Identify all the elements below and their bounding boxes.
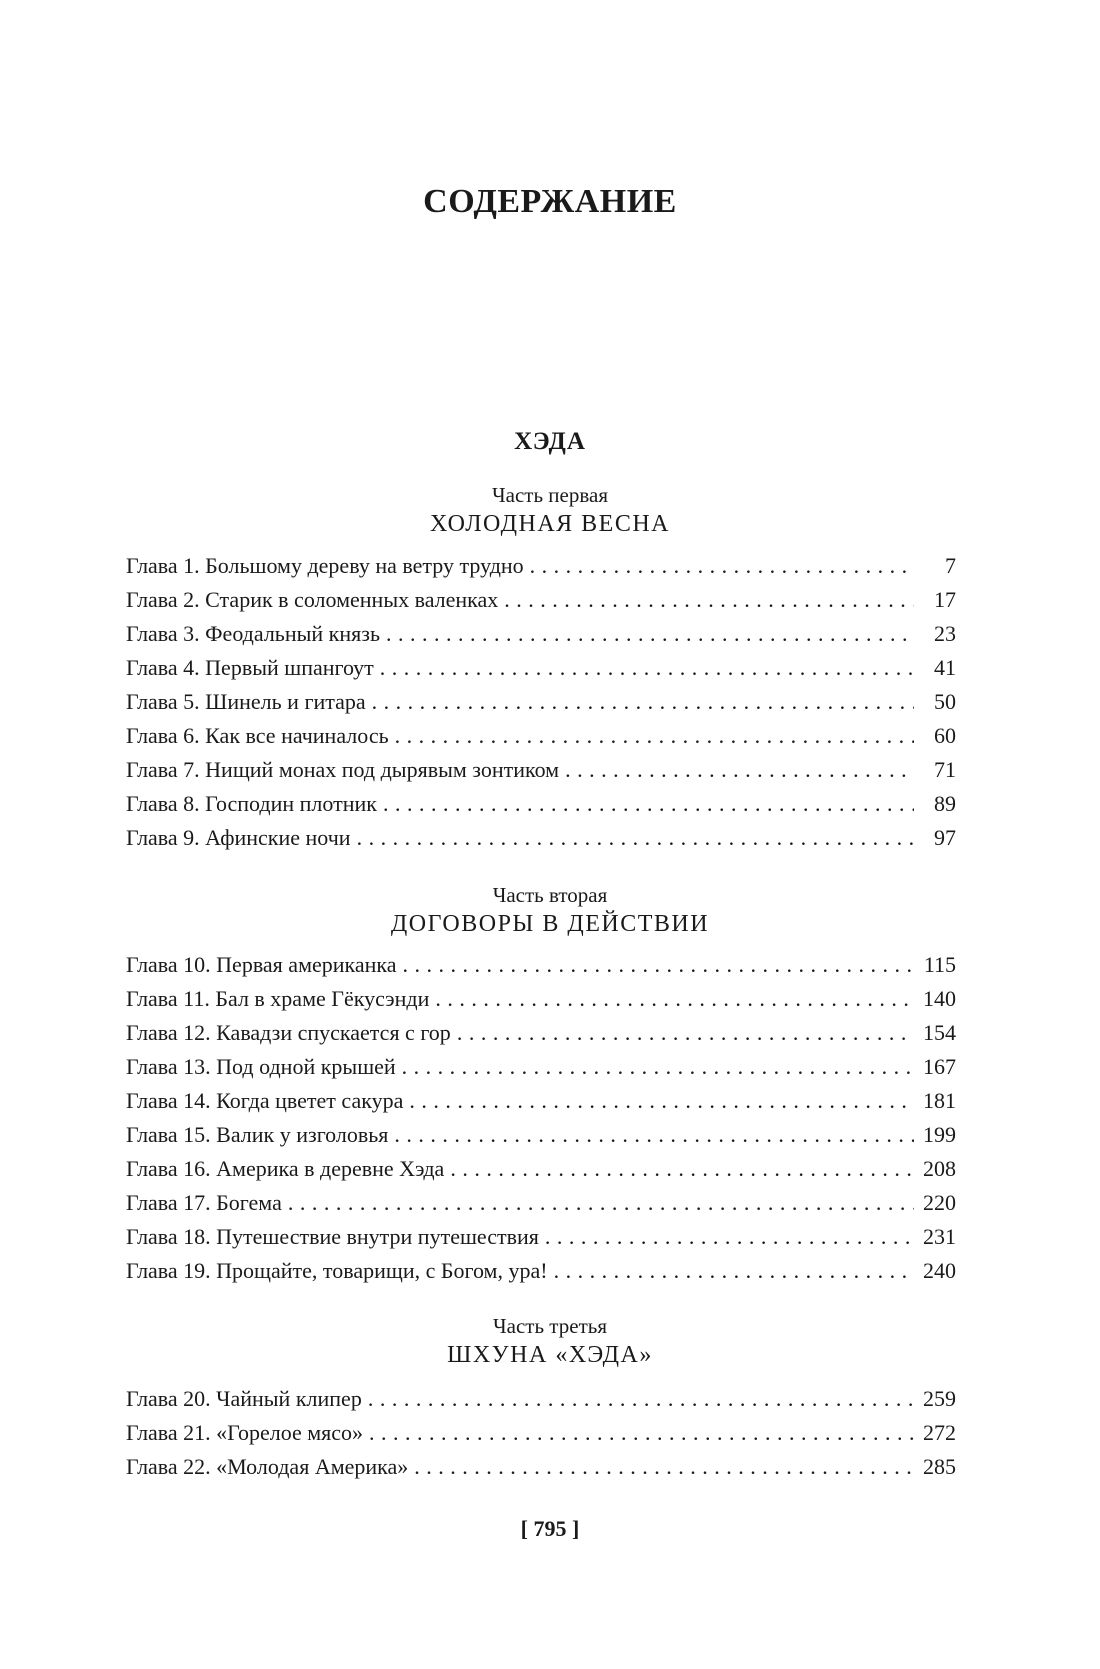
chapter-page-number: 272 — [923, 1420, 956, 1445]
chapter-page-number: 259 — [923, 1386, 956, 1411]
chapter-title: Глава 13. Под одной крышей — [126, 1054, 396, 1079]
chapter-title: Глава 8. Господин плотник — [126, 791, 377, 816]
dot-leader — [457, 1016, 914, 1050]
toc-entry[interactable] — [126, 1118, 956, 1152]
page-number: [ 795 ] — [520, 1516, 580, 1541]
dot-leader — [288, 1186, 914, 1220]
dot-leader — [554, 1254, 914, 1288]
chapter-page-number: 181 — [923, 1088, 956, 1113]
toc-entry[interactable] — [126, 1416, 956, 1450]
toc-entry[interactable] — [126, 982, 956, 1016]
part-2-header — [0, 882, 1100, 939]
toc-entry[interactable] — [126, 1220, 956, 1254]
chapter-title: Глава 5. Шинель и гитара — [126, 689, 366, 714]
chapter-title: Глава 6. Как все начиналось — [126, 723, 389, 748]
dot-leader — [386, 617, 914, 651]
toc-entry[interactable] — [126, 821, 956, 855]
toc-entry[interactable] — [126, 719, 956, 753]
chapter-title: Глава 11. Бал в храме Гёкусэнди — [126, 986, 430, 1011]
toc-entry[interactable] — [126, 1450, 956, 1484]
dot-leader — [504, 583, 914, 617]
chapter-title: Глава 12. Кавадзи спускается с гор — [126, 1020, 451, 1045]
chapter-title: Глава 2. Старик в соломенных валенках — [126, 587, 499, 612]
toc-entry[interactable] — [126, 583, 956, 617]
chapter-page-number: 89 — [934, 791, 956, 816]
toc-entry[interactable] — [126, 787, 956, 821]
chapter-page-number: 41 — [934, 655, 956, 680]
chapter-title: Глава 14. Когда цветет сакура — [126, 1088, 404, 1113]
chapter-title: Глава 22. «Молодая Америка» — [126, 1454, 409, 1479]
part-2-chapter-list — [126, 948, 956, 1288]
chapter-title: Глава 16. Америка в деревне Хэда — [126, 1156, 445, 1181]
dot-leader — [435, 982, 914, 1016]
dot-leader — [403, 948, 914, 982]
dot-leader — [409, 1084, 914, 1118]
chapter-title: Глава 3. Феодальный князь — [126, 621, 380, 646]
chapter-page-number: 231 — [923, 1224, 956, 1249]
chapter-title: Глава 9. Афинские ночи — [126, 825, 351, 850]
chapter-title: Глава 7. Нищий монах под дырявым зонтиком — [126, 757, 560, 782]
chapter-title: Глава 10. Первая американка — [126, 952, 397, 977]
part-1-chapter-list — [126, 549, 956, 855]
chapter-page-number: 220 — [923, 1190, 956, 1215]
dot-leader — [383, 787, 914, 821]
dot-leader — [545, 1220, 914, 1254]
chapter-title: Глава 15. Валик у изголовья — [126, 1122, 389, 1147]
chapter-page-number: 167 — [923, 1054, 956, 1079]
chapter-page-number: 7 — [945, 553, 956, 578]
toc-entry[interactable] — [126, 651, 956, 685]
toc-entry[interactable] — [126, 1382, 956, 1416]
chapter-page-number: 115 — [923, 952, 956, 977]
chapter-page-number: 97 — [934, 825, 956, 850]
part-2-label: Часть вторая — [492, 883, 608, 907]
dot-leader — [402, 1050, 914, 1084]
toc-entry[interactable] — [126, 1050, 956, 1084]
toc-entry[interactable] — [126, 1152, 956, 1186]
dot-leader — [565, 753, 914, 787]
chapter-page-number: 208 — [923, 1156, 956, 1181]
chapter-page-number: 240 — [923, 1258, 956, 1283]
part-1-title: ХОЛОДНАЯ ВЕСНА — [429, 511, 671, 537]
part-3-label: Часть третья — [493, 1314, 607, 1338]
chapter-title: Глава 20. Чайный клипер — [126, 1386, 362, 1411]
dot-leader — [357, 821, 914, 855]
toc-entry[interactable] — [126, 617, 956, 651]
toc-entry[interactable] — [126, 549, 956, 583]
dot-leader — [394, 1118, 914, 1152]
part-3-chapter-list — [126, 1382, 956, 1484]
page-heading: СОДЕРЖАНИЕ — [423, 183, 677, 220]
chapter-title: Глава 21. «Горелое мясо» — [126, 1420, 364, 1445]
chapter-title: Глава 1. Большому дереву на ветру трудно — [126, 553, 524, 578]
part-1-label: Часть первая — [492, 483, 608, 507]
dot-leader — [395, 719, 914, 753]
chapter-page-number: 199 — [923, 1122, 956, 1147]
chapter-page-number: 17 — [934, 587, 956, 612]
chapter-page-number: 140 — [923, 986, 956, 1011]
dot-leader — [530, 549, 914, 583]
dot-leader — [380, 651, 914, 685]
chapter-page-number: 154 — [923, 1020, 956, 1045]
part-2-title: ДОГОВОРЫ В ДЕЙСТВИИ — [390, 911, 710, 937]
toc-entry[interactable] — [126, 1016, 956, 1050]
toc-entry[interactable] — [126, 1254, 956, 1288]
toc-entry[interactable] — [126, 753, 956, 787]
book-title: ХЭДА — [514, 428, 586, 455]
chapter-title: Глава 4. Первый шпангоут — [126, 655, 374, 680]
toc-entry[interactable] — [126, 948, 956, 982]
chapter-page-number: 60 — [934, 723, 956, 748]
chapter-page-number: 50 — [934, 689, 956, 714]
chapter-page-number: 71 — [934, 757, 956, 782]
chapter-page-number: 23 — [934, 621, 956, 646]
part-3-header — [0, 1313, 1100, 1370]
chapter-title: Глава 19. Прощайте, товарищи, с Богом, ура! — [126, 1258, 548, 1283]
chapter-title: Глава 18. Путешествие внутри путешествия — [126, 1224, 539, 1249]
dot-leader — [368, 1382, 914, 1416]
chapter-page-number: 285 — [923, 1454, 956, 1479]
dot-leader — [450, 1152, 914, 1186]
dot-leader — [369, 1416, 914, 1450]
toc-entry[interactable] — [126, 1084, 956, 1118]
dot-leader — [414, 1450, 914, 1484]
part-1-header — [0, 482, 1100, 539]
dot-leader — [372, 685, 914, 719]
chapter-title: Глава 17. Богема — [126, 1190, 282, 1215]
toc-entry[interactable] — [126, 1186, 956, 1220]
part-3-title: ШХУНА «ХЭДА» — [447, 1342, 653, 1368]
toc-entry[interactable] — [126, 685, 956, 719]
